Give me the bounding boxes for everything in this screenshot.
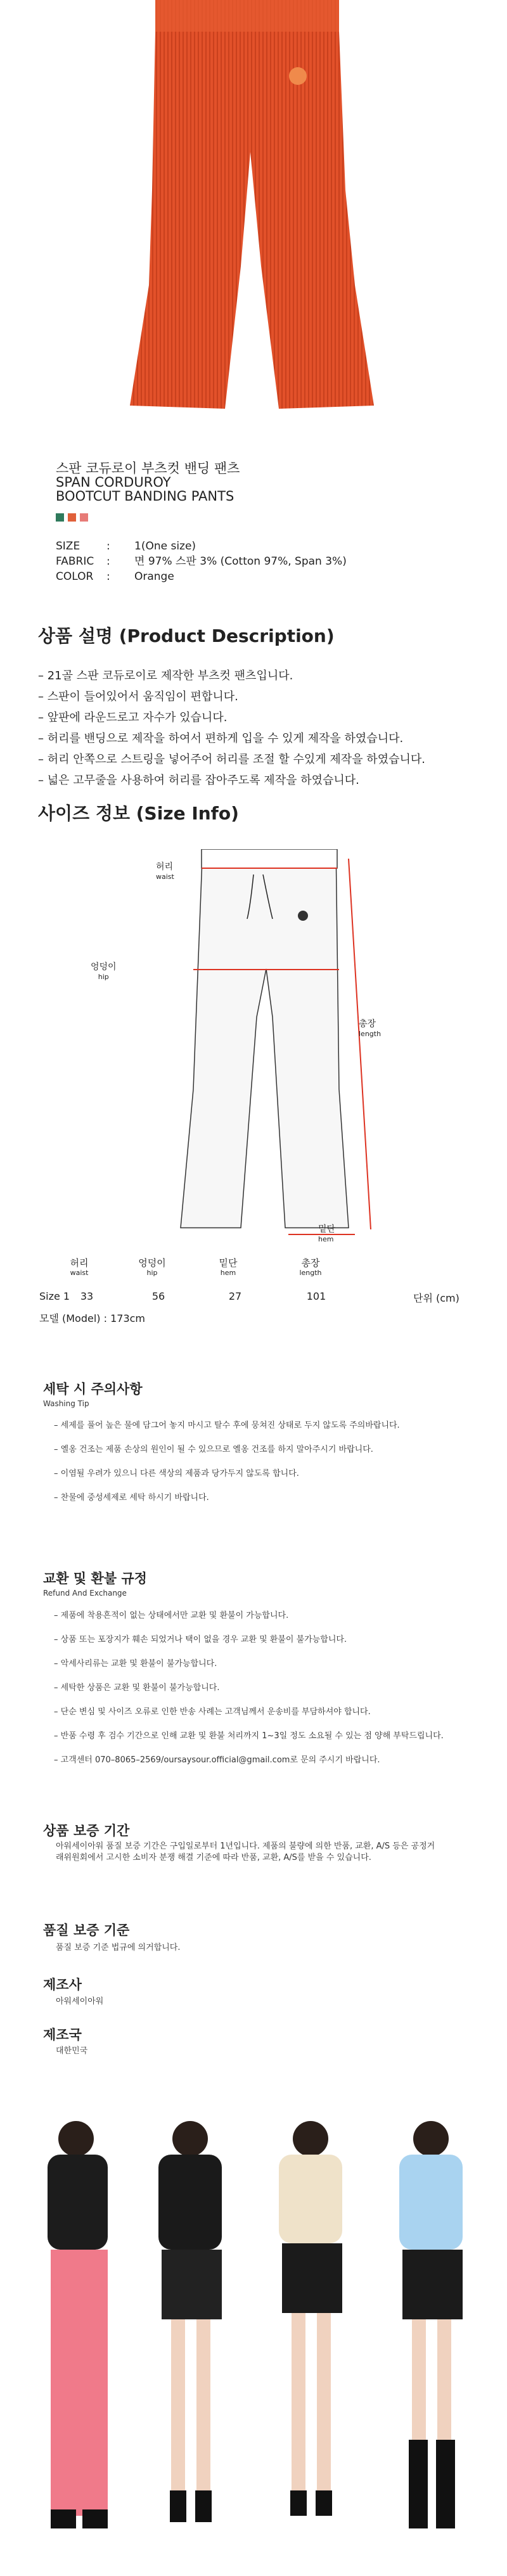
warranty-title: 상품 보증 기간: [43, 1823, 130, 1838]
title-en-2: BOOTCUT BANDING PANTS: [56, 489, 234, 504]
model-photos: [25, 2110, 482, 2547]
refund-item: – 반품 수령 후 검수 기간으로 인해 교환 및 환불 처리까지 1~3일 정도 소요될 수 있는 점 양해 부탁드립니다.: [54, 1731, 444, 1741]
diagram-label-hem: 밑단 hem: [318, 1224, 336, 1243]
refund-item: – 악세사리류는 교환 및 환불이 불가능합니다.: [54, 1659, 217, 1669]
product-title: [56, 461, 240, 503]
col-hem: 밑단 hem: [219, 1257, 238, 1277]
model-photo-1: [48, 2121, 108, 2528]
spec-color: COLOR : Orange: [56, 570, 174, 583]
swatch-orange: [68, 513, 76, 522]
description-line: – 허리를 밴딩으로 제작을 하여서 편하게 입을 수 있게 제작을 하였습니다.: [38, 732, 404, 745]
spec-fabric: FABRIC : 면 97% 스판 3% (Cotton 97%, Span 3%): [56, 555, 347, 568]
model-photo-2: [158, 2121, 222, 2522]
col-waist: 허리 waist: [70, 1257, 89, 1277]
refund-list: [54, 1610, 459, 1778]
swatch-pink: [80, 513, 88, 522]
diagram-label-length: 총장 length: [359, 1019, 382, 1038]
description-list: [38, 665, 425, 791]
warranty-text: 아워세이아워 품질 보증 기간은 구입일로부터 1년입니다. 제품의 불량에 의한 반품, 교환, A/S 등은 공정거래위원회에서 고시한 소비자 분쟁 해결 기준에 따라 반품, 교환, A/S를 받을 수 있습니다.: [56, 1842, 435, 1862]
washing-list: [54, 1419, 434, 1516]
description-line: – 허리 안쪽으로 스트링을 넣어주어 허리를 조절 할 수있게 제작을 하였습니다.: [38, 753, 425, 766]
refund-section: 교환 및 환불 규정 Refund And Exchange: [43, 1571, 147, 1598]
swatch-green: [56, 513, 64, 522]
description-heading: 상품 설명 (Product Description): [38, 625, 335, 646]
description-line: – 21골 스판 코듀로이로 제작한 부츠컷 팬츠입니다.: [38, 669, 293, 682]
color-swatches: [56, 513, 88, 522]
product-photo: [95, 0, 412, 418]
title-en-1: SPAN CORDUROY: [56, 475, 171, 490]
washing-item: – 옐옹 건조는 제품 손상의 원인이 될 수 있으므로 옐옹 건조를 하지 말아주시기 바랍니다.: [54, 1445, 373, 1454]
origin-text: 대한민국: [56, 2046, 88, 2056]
col-length: 총장 length: [299, 1257, 322, 1277]
quality-title: 품질 보증 기준: [43, 1923, 130, 1938]
size-info-heading: 사이즈 정보 (Size Info): [38, 803, 239, 824]
model-photo-4: [399, 2121, 463, 2528]
diagram-label-hip: 엉덩이 hip: [91, 962, 117, 981]
refund-item: – 상품 또는 포장지가 훼손 되었거나 택이 없을 경우 교환 및 환불이 불가능합니다.: [54, 1635, 347, 1644]
model-photo-3: [279, 2121, 342, 2516]
col-hip: 엉덩이 hip: [138, 1257, 166, 1277]
washing-item: – 찬물에 중성세제로 세탁 하시기 바랍니다.: [54, 1493, 209, 1503]
washing-item: – 이염될 우려가 있으니 다른 색상의 제품과 당가두지 않도록 합니다.: [54, 1469, 299, 1478]
size-diagram: [89, 849, 393, 1255]
refund-item: – 제품에 착용흔적이 없는 상태에서만 교환 및 환불이 가능합니다.: [54, 1611, 289, 1620]
diagram-label-waist: 허리 waist: [156, 862, 174, 881]
spec-list: [56, 539, 347, 584]
description-line: – 앞판에 라운드로고 자수가 있습니다.: [38, 711, 228, 724]
washing-section: 세탁 시 주의사항 Washing Tip: [43, 1381, 143, 1408]
spec-size: SIZE : 1(One size): [56, 540, 196, 553]
quality-text: 품질 보증 기준 법규에 의거합니다.: [56, 1943, 181, 1952]
title-ko: 스판 코듀로이 부츠컷 밴딩 팬츠: [56, 461, 240, 476]
model-height: 모델 (Model) : 173cm: [39, 1312, 146, 1324]
washing-item: – 세제를 풀어 높은 물에 담그어 놓지 마시고 탈수 후에 뭉쳐진 상태로 두지 않도록 주의바랍니다.: [54, 1421, 400, 1430]
maker-text: 아워세이아워: [56, 1997, 104, 2006]
maker-title: 제조사: [43, 1977, 82, 1992]
refund-item: – 세탁한 상품은 교환 및 환불이 불가능합니다.: [54, 1683, 220, 1693]
refund-item: – 고객센터 070–8065–2569/oursaysour.official@gmail.com로 문의 주시기 바랍니다.: [54, 1755, 380, 1765]
description-line: – 스판이 들어있어서 움직임이 편합니다.: [38, 690, 238, 703]
refund-item: – 단순 변심 및 사이즈 오류로 인한 반송 사례는 고객님께서 운송비를 부담하셔야 합니다.: [54, 1707, 371, 1717]
description-line: – 넓은 고무줄을 사용하여 허리를 잡아주도록 제작을 하였습니다.: [38, 774, 359, 787]
origin-title: 제조국: [43, 2027, 82, 2042]
